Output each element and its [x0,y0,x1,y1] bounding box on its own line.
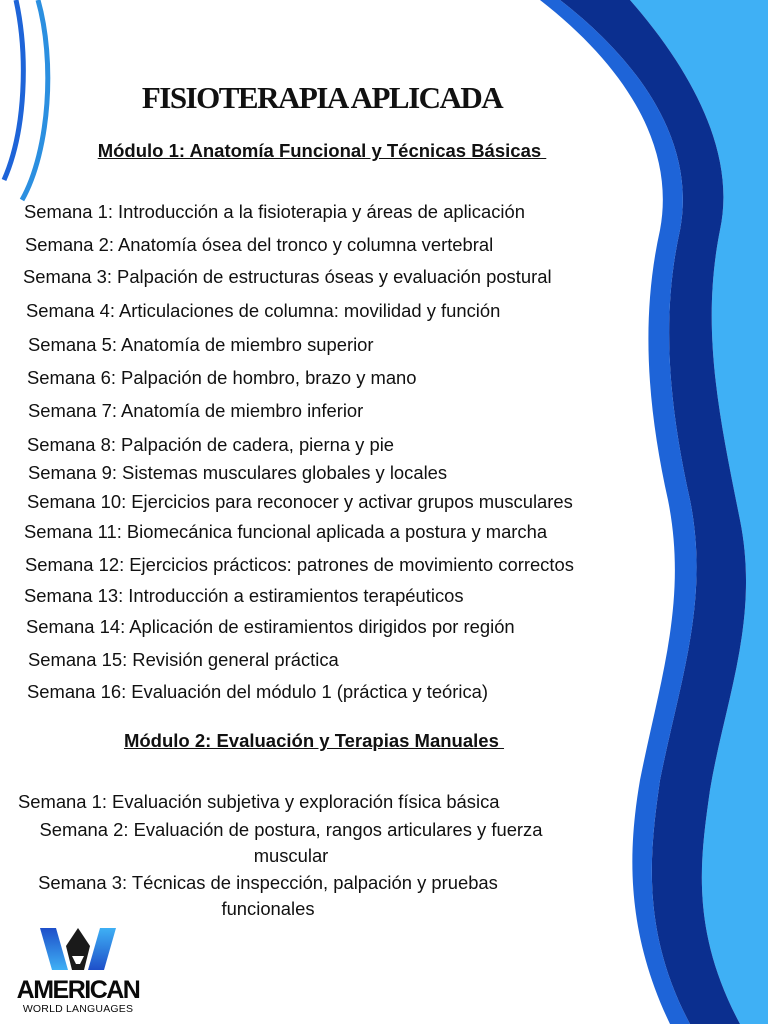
module-2-week-1: Semana 1: Evaluación subjetiva y exploración física básica [18,791,500,812]
module-1-week-7: Semana 7: Anatomía de miembro inferior [28,400,364,421]
logo-wordmark: AMERICAN [16,976,140,1004]
module-1-week-1: Semana 1: Introducción a la fisioterapia y áreas de aplicación [24,201,525,222]
module-1-week-2: Semana 2: Anatomía ósea del tronco y columna vertebral [25,234,494,255]
logo-subtitle: WORLD LANGUAGES [22,1003,134,1015]
module-1-week-4: Semana 4: Articulaciones de columna: movilidad y función [26,300,501,321]
brand-logo [10,924,146,1020]
module-1-week-10: Semana 10: Ejercicios para reconocer y activar grupos musculares [27,491,573,512]
module-1-week-15: Semana 15: Revisión general práctica [28,649,339,670]
module-2-heading: Módulo 2: Evaluación y Terapias Manuales [123,730,505,751]
module-1-week-14: Semana 14: Aplicación de estiramientos dirigidos por región [26,616,515,637]
module-1-week-6: Semana 6: Palpación de hombro, brazo y mano [27,367,417,388]
module-1-week-16: Semana 16: Evaluación del módulo 1 (práctica y teórica) [27,681,489,702]
module-1-heading: Módulo 1: Anatomía Funcional y Técnicas Básicas [97,140,547,161]
logo-mark-icon [38,924,118,974]
module-1-week-8: Semana 8: Palpación de cadera, pierna y pie [27,434,395,455]
module-1-week-11: Semana 11: Biomecánica funcional aplicada a postura y marcha [24,521,548,542]
module-1-week-5: Semana 5: Anatomía de miembro superior [28,334,374,355]
module-2-week-3: Semana 3: Técnicas de inspección, palpación y pruebas funcionales [38,872,498,919]
module-1-week-12: Semana 12: Ejercicios prácticos: patrones de movimiento correctos [25,554,574,575]
module-1-week-3: Semana 3: Palpación de estructuras óseas y evaluación postural [23,266,552,287]
page-title: FISIOTERAPIA APLICADA [141,80,503,115]
module-1-week-13: Semana 13: Introducción a estiramientos terapéuticos [24,585,464,606]
module-1-week-9: Semana 9: Sistemas musculares globales y locales [28,462,448,483]
module-2-week-2: Semana 2: Evaluación de postura, rangos articulares y fuerza muscular [39,819,543,866]
